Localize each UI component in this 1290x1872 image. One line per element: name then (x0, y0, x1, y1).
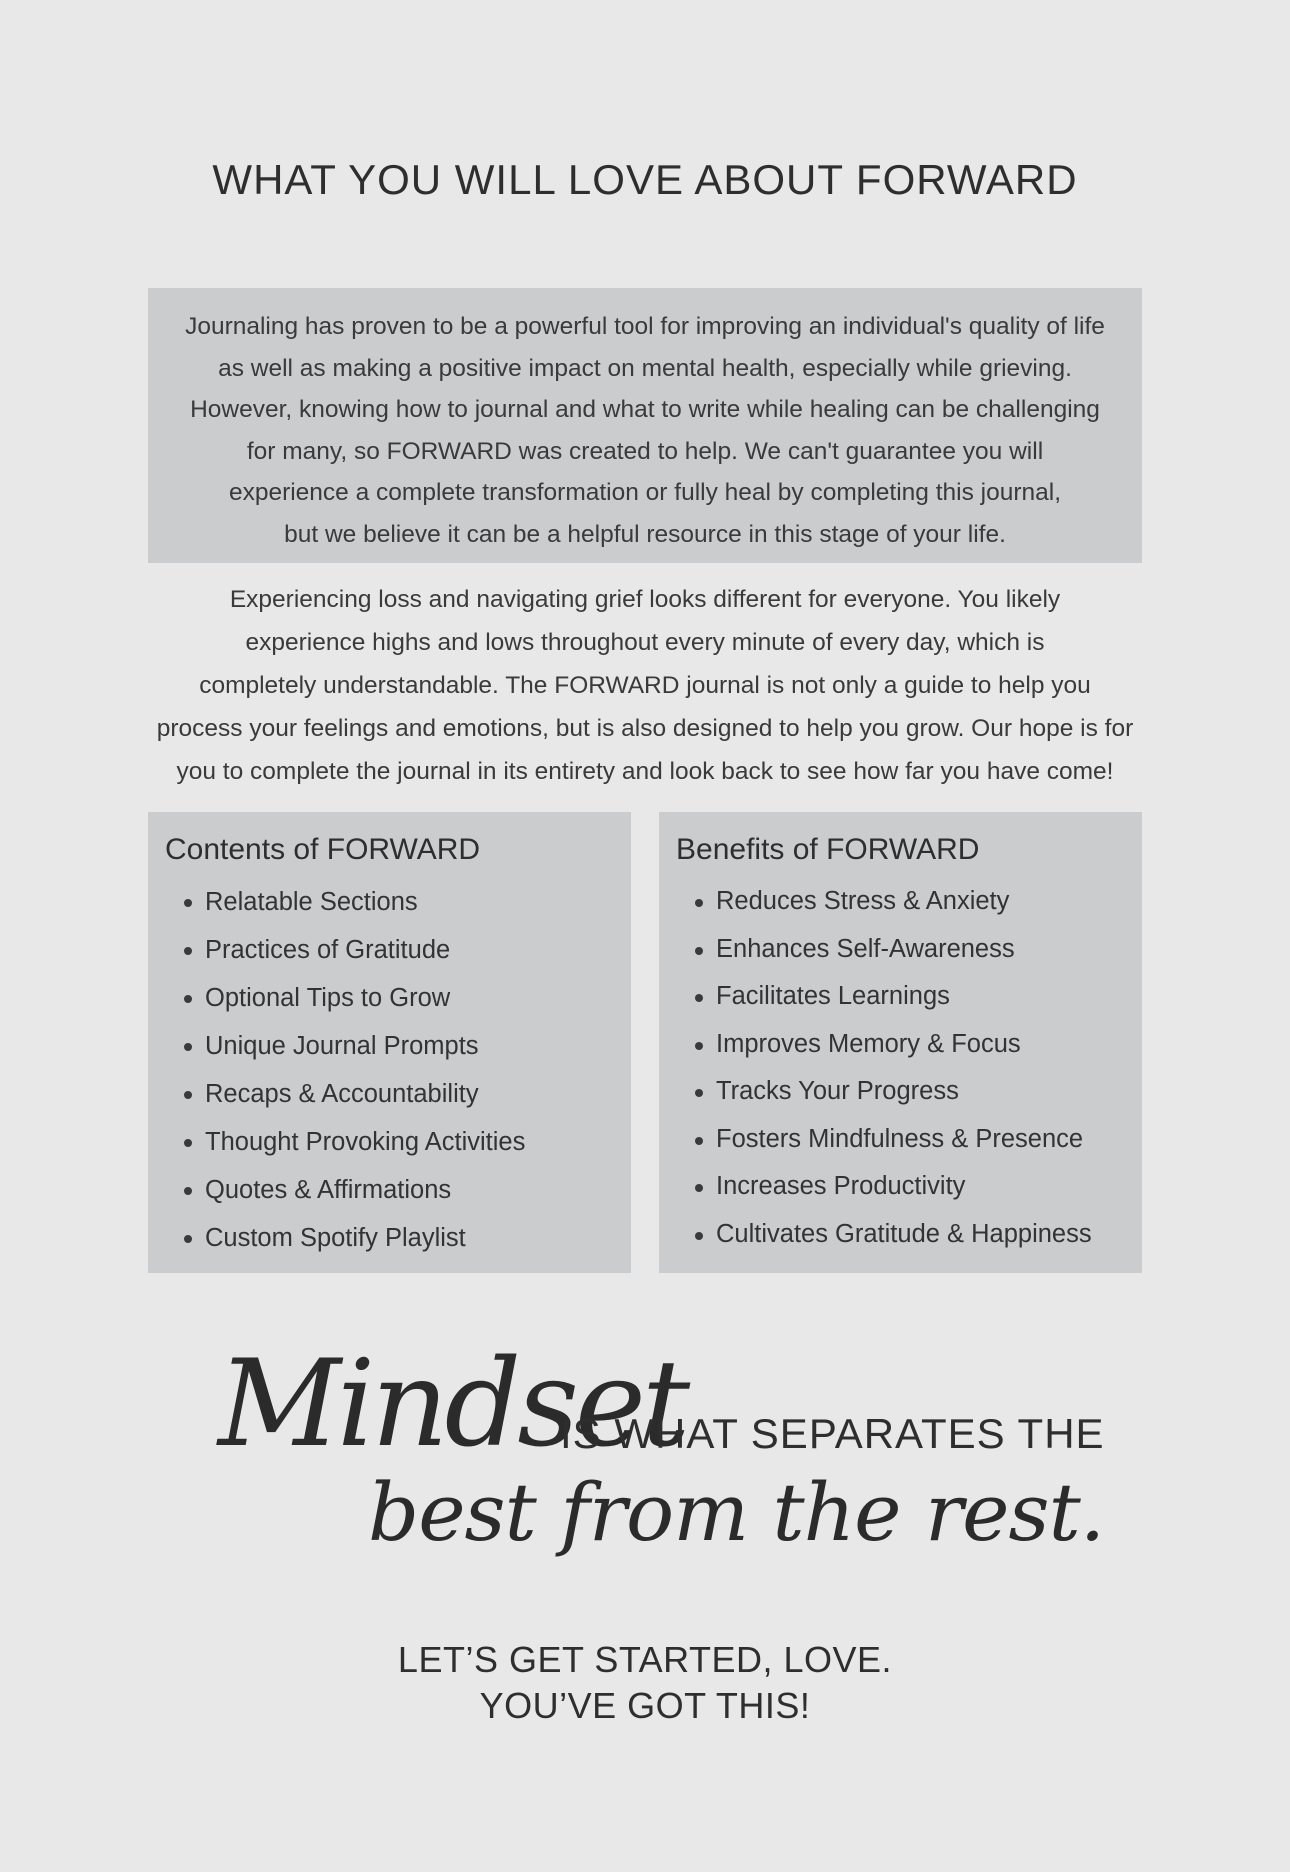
benefits-list (676, 878, 1126, 1258)
list-item: Thought Provoking Activities (165, 1118, 615, 1166)
list-item: Improves Memory & Focus (676, 1021, 1126, 1069)
list-item: Tracks Your Progress (676, 1068, 1126, 1116)
grief-line: completely understandable. The FORWARD journal is not only a guide to help you (199, 672, 1091, 699)
grief-line: experience highs and lows throughout every minute of every day, which is (245, 629, 1045, 656)
intro-line: but we believe it can be a helpful resource in this stage of your life. (284, 520, 1006, 548)
list-item: Practices of Gratitude (165, 926, 615, 974)
benefits-heading: Benefits of FORWARD (676, 833, 980, 866)
closing-line-1: LET’S GET STARTED, LOVE. (397, 1639, 893, 1680)
grief-line: process your feelings and emotions, but is also designed to help you grow. Our hope is for (156, 715, 1134, 742)
contents-box (148, 812, 631, 1273)
contents-list (165, 878, 615, 1262)
list-item: Cultivates Gratitude & Happiness (676, 1211, 1126, 1259)
intro-box (148, 288, 1142, 563)
list-item: Enhances Self-Awareness (676, 926, 1126, 974)
quote-caps-text: IS WHAT SEPARATES THE (560, 1410, 1105, 1457)
list-item: Custom Spotify Playlist (165, 1214, 615, 1262)
list-item: Relatable Sections (165, 878, 615, 926)
list-item: Optional Tips to Grow (165, 974, 615, 1022)
grief-paragraph (140, 578, 1150, 793)
list-item: Quotes & Affirmations (165, 1166, 615, 1214)
closing-message (0, 1637, 1290, 1729)
page-title: WHAT YOU WILL LOVE ABOUT FORWARD (212, 156, 1078, 203)
quote-script-word: Mindset (218, 1335, 687, 1474)
intro-paragraph (152, 306, 1138, 555)
list-item: Recaps & Accountability (165, 1070, 615, 1118)
list-item: Fosters Mindfulness & Presence (676, 1116, 1126, 1164)
list-item: Unique Journal Prompts (165, 1022, 615, 1070)
benefits-box (659, 812, 1142, 1273)
intro-line: for many, so FORWARD was created to help. We can't guarantee you will (246, 437, 1044, 465)
grief-line: Experiencing loss and navigating grief looks different for everyone. You likely (229, 586, 1061, 613)
intro-line: experience a complete transformation or fully heal by completing this journal, (228, 479, 1062, 506)
intro-line: Journaling has proven to be a powerful tool for improving an individual's quality of life (185, 313, 1105, 340)
closing-line-2: YOU’VE GOT THIS! (479, 1685, 811, 1726)
grief-line: you to complete the journal in its entirety and look back to see how far you have come! (176, 758, 1114, 785)
mindset-quote (0, 1330, 1290, 1590)
quote-script-ending: best from the rest. (368, 1466, 1105, 1559)
list-item: Reduces Stress & Anxiety (676, 878, 1126, 926)
intro-line: as well as making a positive impact on mental health, especially while grieving. (218, 354, 1072, 382)
list-item: Increases Productivity (676, 1163, 1126, 1211)
contents-heading: Contents of FORWARD (165, 833, 481, 866)
intro-line: However, knowing how to journal and what to write while healing can be challenging (190, 396, 1100, 423)
list-item: Facilitates Learnings (676, 973, 1126, 1021)
